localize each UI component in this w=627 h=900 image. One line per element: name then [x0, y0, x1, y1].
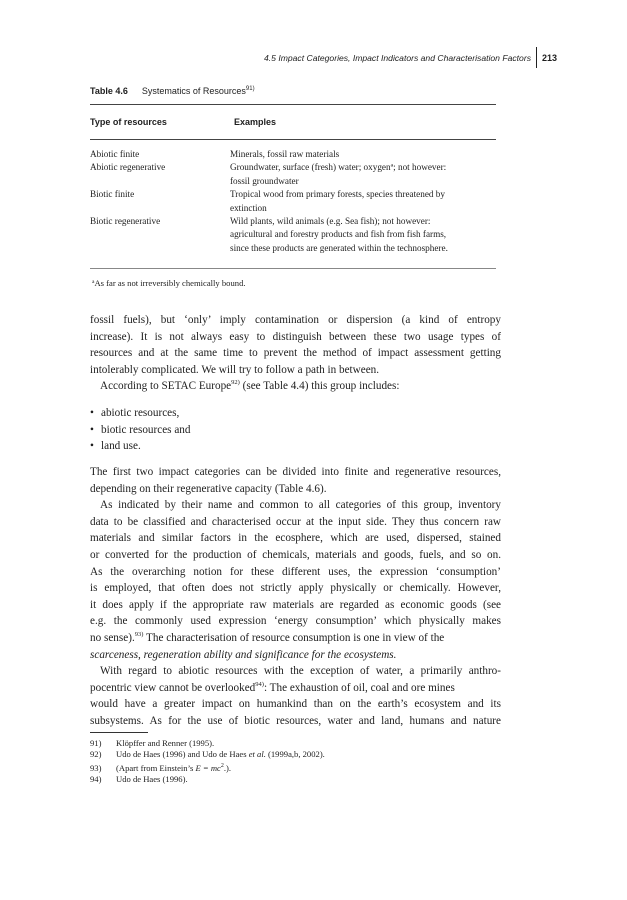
table-col-header-examples: Examples: [234, 117, 277, 127]
table-cell-examples: [230, 161, 502, 188]
text-line: increase). It is not always easy to distinguish between these two usage types of: [90, 330, 501, 343]
text-line: subsystems. As for the use of biotic resources, water and land, humans and nature: [90, 714, 501, 727]
text-fragment: : The exhaustion of oil, coal and ore mines: [263, 681, 455, 694]
table-caption-text: Systematics of Resources: [141, 86, 246, 96]
table-caption: [90, 86, 255, 96]
text-fragment: pocentric view cannot be overlooked: [90, 681, 256, 694]
footnote-number: 91): [90, 738, 102, 748]
list-item: [90, 422, 190, 439]
list-item-text: abiotic resources,: [101, 407, 180, 419]
table-cell-type: Biotic finite: [90, 189, 135, 200]
paragraph: [90, 312, 501, 395]
list-item-text: biotic resources and: [101, 423, 191, 436]
running-title: 4.5 Impact Categories, Impact Indicators and Characterisation Factors: [263, 53, 531, 63]
text-line: [90, 630, 501, 647]
footnote-text: .).: [223, 762, 232, 773]
text-line: materials and similar factors in the ecosphere, which are used, dispersed, stained: [90, 532, 501, 545]
list-item-text: land use.: [101, 440, 141, 453]
text-line: e.g. the commonly used expression ‘energy consumption’ which physically makes: [90, 615, 501, 628]
footnote-number: 93): [90, 762, 102, 773]
table-cell-type: Abiotic regenerative: [90, 162, 166, 173]
table-cell-examples: [230, 188, 502, 215]
footnote-text: Udo de Haes (1996).: [116, 774, 188, 785]
footnotes: [90, 738, 325, 785]
footnote: [90, 749, 325, 760]
table-cell-type: Biotic regenerative: [90, 216, 161, 226]
table-note-marker: a: [92, 279, 95, 285]
text-line: resources and at the same time to prevent the method of impact assessment getting: [90, 347, 501, 360]
table-cell-line: since these products are generated within the technosphere.: [230, 242, 448, 253]
table-cell-line: extinction: [230, 202, 267, 213]
list-item: [90, 438, 190, 455]
footnote: [90, 774, 325, 785]
list-item: [90, 405, 190, 422]
table-cell-examples: [230, 148, 502, 161]
text-line: or converted for the production of chemicals, materials and goods, fuels, and so on.: [90, 548, 501, 561]
bullet-icon: •: [90, 423, 94, 436]
table-caption-ref: 91): [245, 86, 255, 92]
bullet-icon: •: [90, 407, 94, 419]
text-line: fossil fuels), but ‘only’ imply contamination or dispersion (a kind of entropy: [90, 314, 501, 326]
text-fragment: no sense).: [90, 631, 135, 644]
footnote-text: (Apart from Einstein’s: [116, 762, 196, 773]
text-line: [90, 378, 501, 395]
footnote-text: Klöpffer and Renner (1995).: [116, 738, 215, 748]
formula: E = mc: [195, 762, 221, 773]
table-label: Table 4.6: [90, 86, 128, 96]
bullet-icon: •: [90, 440, 94, 453]
footnote-ref: 92): [231, 379, 240, 387]
text-fragment: (see Table 4.4) this group includes:: [239, 380, 400, 393]
text-line: depending on their regenerative capacity (Table 4.6).: [90, 482, 327, 495]
footnote-number: 94): [90, 774, 102, 785]
header-divider: [536, 47, 537, 68]
footnote-number: 92): [90, 749, 102, 760]
table-cell-line: Minerals, fossil raw materials: [230, 149, 340, 159]
page-number: 213: [542, 53, 558, 63]
text-fragment: According to SETAC Europe: [100, 380, 232, 393]
emphasis-text: scarceness, regeneration ability and significance for the ecosystems.: [90, 648, 397, 661]
text-line: As the overarching notion for these different uses, the expression ‘consumption’: [90, 565, 501, 578]
footnote: [90, 761, 325, 774]
footnote-italic: et al.: [248, 749, 266, 760]
paragraph: [90, 464, 501, 730]
table-cell-line: Tropical wood from primary forests, species threatened by: [230, 189, 445, 200]
footnote-ref: 94): [255, 680, 264, 688]
text-line: [90, 680, 501, 697]
text-line: The first two impact categories can be divided into finite and regenerative resources,: [90, 466, 501, 478]
table-header-rule: [90, 139, 496, 140]
text-line: With regard to abiotic resources with the exception of water, a primarily anthro-: [100, 665, 501, 678]
text-fragment: The characterisation of resource consumption is one in view of the: [143, 631, 445, 644]
table-top-rule: [90, 104, 496, 105]
table-cell-line: Wild plants, wild animals (e.g. Sea fish); not however:: [230, 216, 431, 226]
footnote-rule: [90, 732, 148, 733]
table-cell-line: fossil groundwater: [230, 175, 299, 186]
table-cell-examples: [230, 215, 502, 255]
text-line: it does apply if the appropriate raw materials are regarded as economic goods (see: [90, 598, 501, 611]
table-col-header-type: Type of resources: [90, 117, 167, 127]
table-note-text: As far as not irreversibly chemically bound.: [94, 278, 246, 288]
formula-exponent: 2: [220, 762, 224, 769]
text-line: [90, 647, 501, 664]
text-line: is employed, that often does not strictly apply physically or chemically. However,: [90, 582, 501, 595]
footnote-text: Udo de Haes (1996) and Udo de Haes: [116, 749, 249, 760]
table-cell-type: Abiotic finite: [90, 149, 140, 159]
bullet-list: [90, 405, 190, 455]
footnote-ref: 93): [134, 630, 144, 638]
text-line: would have a greater impact on humankind than on the earth’s ecosystem and its: [90, 698, 501, 711]
footnote: [90, 738, 325, 749]
text-line: data to be classified and characterised occur at the input side. They thus concern raw: [90, 515, 501, 528]
table-cell-line: agricultural and forestry products and fish from fish farms,: [230, 229, 447, 240]
text-line: As indicated by their name and common to all categories of this group, inventory: [100, 499, 501, 512]
table-note: [92, 278, 246, 288]
footnote-text: (1999a,b, 2002).: [265, 749, 325, 760]
table-cell-line: Groundwater, surface (fresh) water; oxygenª; not however:: [230, 162, 447, 173]
text-line: intolerably complicated. We will try to follow a path in between.: [90, 363, 380, 376]
table-bottom-rule: [90, 268, 496, 269]
